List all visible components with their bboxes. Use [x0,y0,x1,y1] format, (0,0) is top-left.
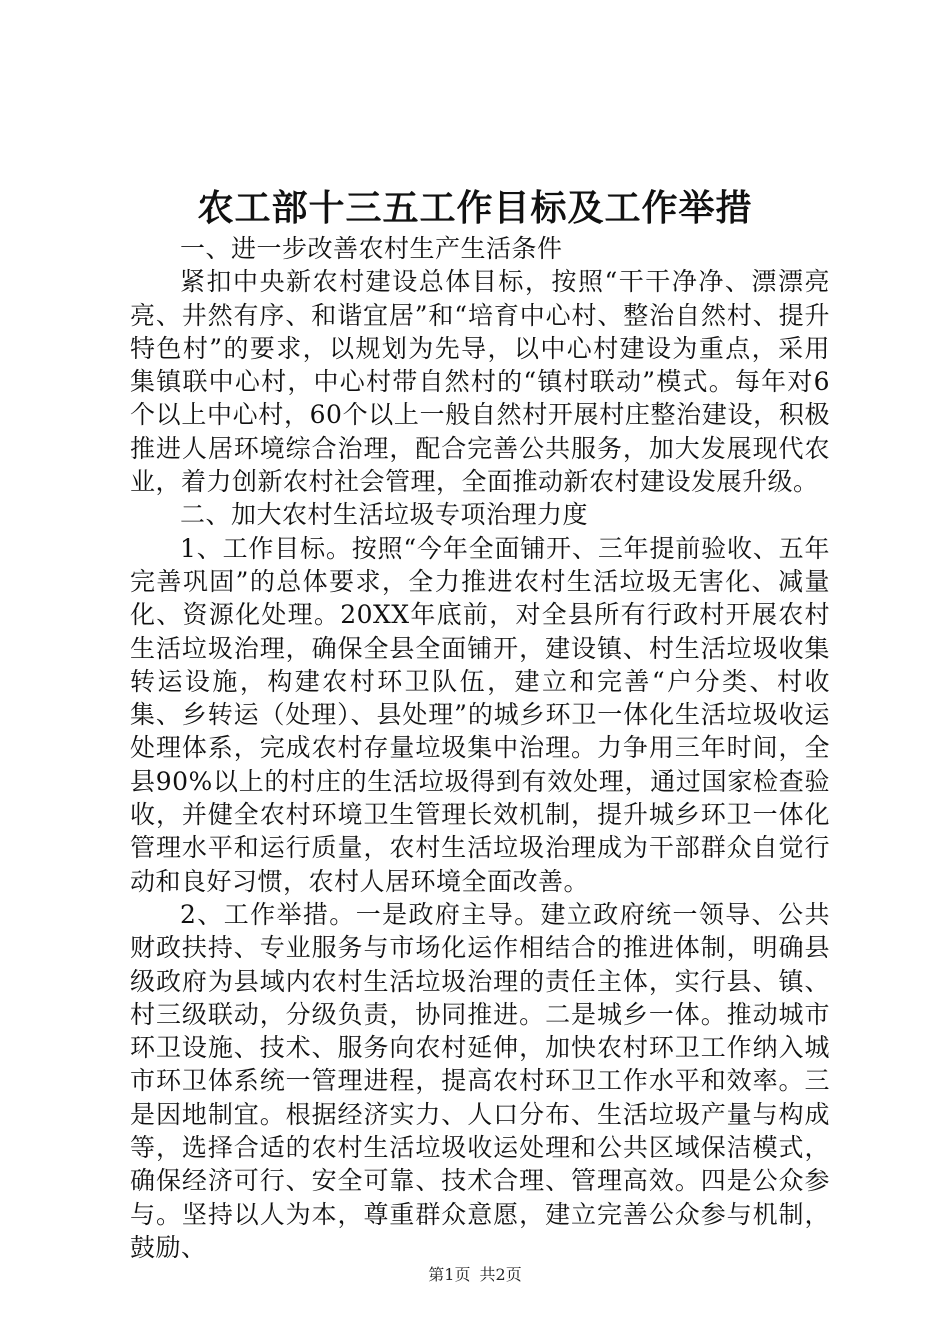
paragraph-3: 2、工作举措。一是政府主导。建立政府统一领导、公共财政扶持、专业服务与市场化运作相结合的推进体制，明确县级政府为县域内农村生活垃圾治理的责任主体，实行县、镇、村三级联动，分级负责，协同推进。二是城乡一体。推动城市环卫设施、技术、服务向农村延伸，加快农村环卫工作纳入城市环卫体系统一管理进程，提高农村环卫工作水平和效率。三是因地制宜。根据经济实力、人口分布、生活垃圾产量与构成等，选择合适的农村生活垃圾收运处理和公共区域保洁模式，确保经济可行、安全可靠、技术合理、管理高效。四是公众参与。坚持以人为本，尊重群众意愿，建立完善公众参与机制，鼓励、 [130,899,830,1262]
paragraph-2: 1、工作目标。按照“今年全面铺开、三年提前验收、五年完善巩固”的总体要求，全力推进农村生活垃圾无害化、减量化、资源化处理。20XX年底前，对全县所有行政村开展农村生活垃圾治理，确保全县全面铺开，建设镇、村生活垃圾收集转运设施，构建农村环卫队伍，建立和完善“户分类、村收集、乡转运（处理）、县处理”的城乡环卫一体化生活垃圾收运处理体系，完成农村存量垃圾集中治理。力争用三年时间，全县90%以上的村庄的生活垃圾得到有效处理，通过国家检查验收，并健全农村环境卫生管理长效机制，提升城乡环卫一体化管理水平和运行质量，农村生活垃圾治理成为干部群众自觉行动和良好习惯，农村人居环境全面改善。 [130,533,830,896]
section-heading-1: 一、进一步改善农村生产生活条件 [180,234,563,263]
page-footer [0,1264,950,1286]
page-total: 共2页 [479,1265,522,1284]
document-body [130,232,830,1264]
section-heading-2: 二、加大农村生活垃圾专项治理力度 [180,500,589,530]
paragraph-1: 紧扣中央新农村建设总体目标，按照“干干净净、漂漂亮亮、井然有序、和谐宜居”和“培育中心村、整治自然村、提升特色村”的要求，以规划为先导，以中心村建设为重点，采用集镇联中心村，中心村带自然村的“镇村联动”模式。每年对6个以上中心村，60个以上一般自然村开展村庄整治建设，积极推进人居环境综合治理，配合完善公共服务，加大发展现代农业，着力创新农村社会管理，全面推动新农村建设发展升级。 [130,267,830,497]
document-title: 农工部十三五工作目标及工作举措 [197,187,753,229]
page-number: 第1页 [428,1265,471,1284]
